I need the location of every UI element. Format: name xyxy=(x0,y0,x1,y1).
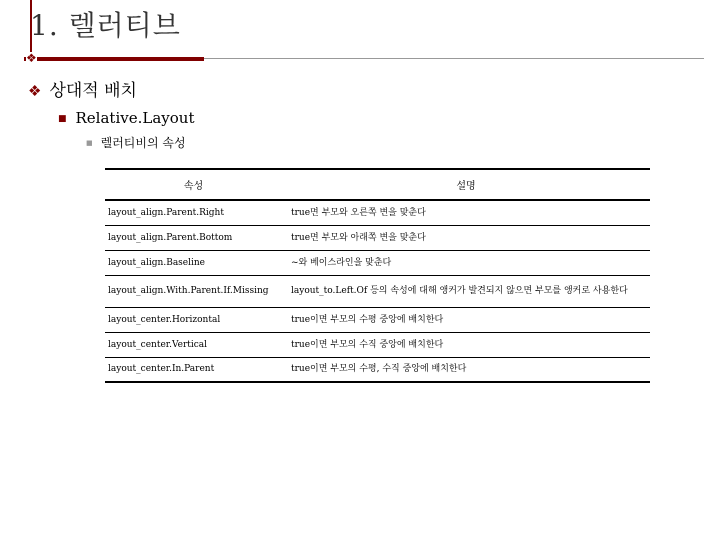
table-row xyxy=(105,332,650,357)
attribute-cell: layout_align.Parent.Bottom xyxy=(105,225,282,250)
attribute-cell: layout_center.Vertical xyxy=(105,332,282,357)
diamond-bullet-icon: ❖ xyxy=(28,82,42,100)
title-underline-thin xyxy=(204,58,704,59)
description-cell: ~와 베이스라인을 맞춘다 xyxy=(282,250,650,275)
description-cell: true이면 부모의 수평, 수직 중앙에 배치한다 xyxy=(282,357,650,382)
slide-title: 1. 렐러티브 xyxy=(30,9,181,42)
attribute-cell: layout_center.In.Parent xyxy=(105,357,282,382)
square-bullet-icon: ■ xyxy=(58,114,67,124)
bullet-level2-text: Relative.Layout xyxy=(75,109,195,127)
attributes-table xyxy=(105,168,650,383)
bullet-level1 xyxy=(28,80,137,102)
table-row xyxy=(105,225,650,250)
description-cell: true면 부모와 아래쪽 변을 맞춘다 xyxy=(282,225,650,250)
table-row xyxy=(105,250,650,275)
description-cell: layout_to.Left.Of 등의 속성에 대해 앵커가 발견되지 않으면 부모를 앵커로 사용한다 xyxy=(282,275,650,307)
attribute-cell: layout_center.Horizontal xyxy=(105,307,282,332)
attribute-cell: layout_align.Parent.Right xyxy=(105,200,282,225)
attribute-cell: layout_align.With.Parent.If.Missing xyxy=(105,275,282,307)
title-underline-thick xyxy=(24,57,204,61)
attribute-cell: layout_align.Baseline xyxy=(105,250,282,275)
description-cell: true면 부모와 오른쪽 변을 맞춘다 xyxy=(282,200,650,225)
small-square-bullet-icon: ■ xyxy=(86,139,93,147)
table-row xyxy=(105,200,650,225)
bullet-level1-text: 상대적 배치 xyxy=(49,81,137,101)
header-attribute: 속성 xyxy=(105,169,282,200)
header-description: 설명 xyxy=(282,169,650,200)
table-row xyxy=(105,357,650,382)
table-row xyxy=(105,275,650,307)
description-cell: true이면 부모의 수직 중앙에 배치한다 xyxy=(282,332,650,357)
table-row xyxy=(105,307,650,332)
description-cell: true이면 부모의 수평 중앙에 배치한다 xyxy=(282,307,650,332)
bullet-level3 xyxy=(86,135,186,151)
title-diamond-icon: ❖ xyxy=(26,51,37,65)
bullet-level3-text: 렐러티비의 속성 xyxy=(100,136,186,150)
bullet-level2 xyxy=(58,108,194,129)
